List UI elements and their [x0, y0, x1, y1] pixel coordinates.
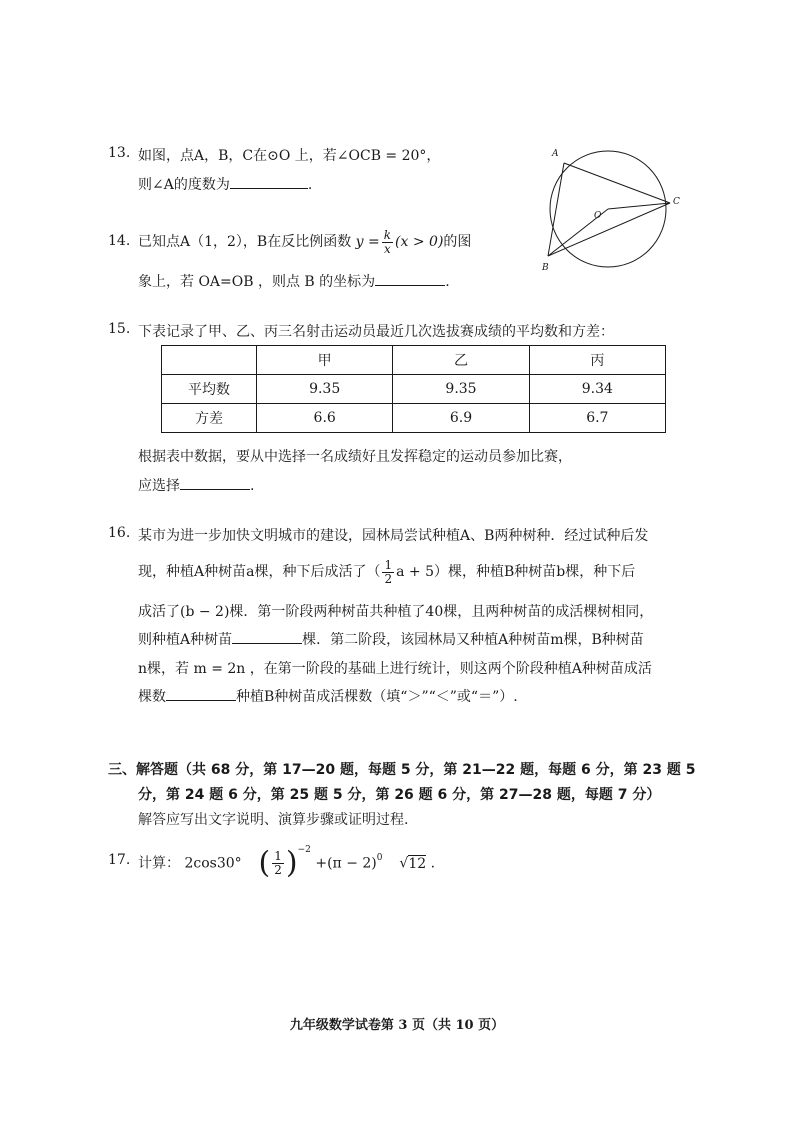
- q15-intro: 下表记录了甲、乙、丙三名射击运动员最近几次选拔赛成绩的平均数和方差：: [138, 324, 614, 340]
- figure-label-a: A: [552, 149, 559, 159]
- table-header-row: [162, 346, 666, 375]
- q16-line4-text-b: 棵．第二阶段，该园林局又种植A种树苗m棵，B种树苗: [302, 632, 644, 648]
- q14-frac-num: k: [383, 227, 392, 242]
- q17-exponent-2: 0: [376, 853, 383, 863]
- q17-frac-num: 1: [274, 849, 282, 864]
- table-row: [162, 375, 666, 404]
- q16-line2: [138, 554, 635, 590]
- q15-after-line2: [138, 475, 254, 495]
- q15-number: 15.: [108, 321, 131, 337]
- q14-line2-text: 象上，若 OA=OB ，则点 B 的坐标为: [138, 274, 376, 290]
- q15-after-end: .: [250, 478, 255, 494]
- q14-line2: [138, 271, 450, 291]
- q14-text-b: 的图: [443, 234, 472, 250]
- table-header-cell: 甲: [257, 346, 393, 375]
- q17-term1: 2cos30°: [184, 855, 242, 872]
- q13-line2-text: 则∠A的度数为: [138, 177, 230, 193]
- q16-line2-text-b: a + 5）棵，种植B种树苗b棵，种下后: [396, 564, 636, 580]
- q13-answer-blank: [230, 174, 308, 189]
- q16-line4-text-a: 则种植A种树苗: [138, 632, 233, 648]
- stats-table: [161, 345, 666, 433]
- table-cell: 9.34: [529, 375, 665, 404]
- q17-term3: +(π − 2): [315, 855, 377, 872]
- section3-heading-line2: 分，第 24 题 6 分，第 25 题 5 分，第 26 题 6 分，第 27—28 题，每题 7 分）: [138, 787, 661, 803]
- q17-label: 计算：: [138, 855, 180, 872]
- q16-fraction: [382, 559, 394, 586]
- table-cell: 6.7: [529, 404, 665, 433]
- q13-line1: 如图，点A，B，C在⊙O 上，若∠OCB = 20°，: [138, 148, 441, 164]
- q16-answer-blank-2: [166, 686, 236, 701]
- q13-line2-end: .: [307, 177, 313, 193]
- table-header-cell: 乙: [393, 346, 529, 375]
- section3-instruction: 解答应写出文字说明、演算步骤或证明过程.: [138, 812, 409, 828]
- q16-frac-num: 1: [384, 557, 393, 572]
- q16-line1: 某市为进一步加快文明城市的建设，园林局尝试种植A、B两种树种．经过试种后发: [138, 528, 649, 544]
- table-header-cell: [162, 346, 257, 375]
- q14-frac-den: x: [384, 241, 391, 256]
- q17-expression: [138, 836, 435, 884]
- table-header-cell: 丙: [529, 346, 665, 375]
- q14-condition: (x > 0): [395, 234, 444, 250]
- table-cell: 方差: [162, 404, 257, 433]
- figure-label-b: B: [542, 263, 549, 273]
- q13-line2: [138, 174, 312, 194]
- figure-label-c: C: [673, 197, 680, 207]
- section3-heading-line1: 三、解答题（共 68 分，第 17—20 题，每题 5 分，第 21—22 题，每题 6 分，第 23 题 5: [108, 762, 696, 778]
- table-cell: 6.9: [393, 404, 529, 433]
- q15-answer-blank: [180, 475, 250, 490]
- q14-number: 14.: [108, 233, 131, 249]
- q16-frac-den: 2: [384, 571, 393, 586]
- q17-fraction: [272, 850, 284, 877]
- q15-after-line1: 根据表中数据，要从中选择一名成绩好且发挥稳定的运动员参加比赛，: [138, 449, 572, 465]
- table-cell: 9.35: [393, 375, 529, 404]
- table-cell: 9.35: [257, 375, 393, 404]
- page-footer: 九年级数学试卷第 3 页（共 10 页）: [289, 1018, 505, 1033]
- q14-func-y: y =: [355, 234, 380, 250]
- q16-line6-text-b: 种植B种树苗成活棵数（填“＞”“＜”或“＝”）.: [236, 689, 518, 705]
- q17-number: 17.: [108, 852, 131, 868]
- q16-line6-text-a: 棵数: [138, 689, 166, 705]
- q17-radicand: 12: [408, 855, 427, 872]
- q16-answer-blank-1: [232, 629, 302, 644]
- q16-line4: [138, 629, 644, 649]
- q17-left-paren: (: [258, 845, 271, 881]
- q17-end: .: [430, 855, 436, 872]
- q14-answer-blank: [375, 271, 445, 286]
- q14-text-a: 已知点A（1，2），B在反比例函数: [138, 234, 352, 250]
- q15-after-text: 应选择: [138, 478, 180, 494]
- q16-number: 16.: [108, 525, 131, 541]
- q17-exponent-1: −2: [297, 845, 311, 855]
- q16-line6: [138, 686, 518, 706]
- q16-line5: n棵，若 m = 2n ，在第一阶段的基础上进行统计，则这两个阶段种植A种树苗成活: [138, 661, 652, 677]
- q16-line2-text-a: 现，种植A种树苗a棵，种下后成活了（: [138, 564, 381, 580]
- q17-frac-den: 2: [274, 863, 282, 878]
- table-cell: 平均数: [162, 375, 257, 404]
- q16-line3: 成活了(b − 2)棵．第一阶段两种树苗共种植了40棵，且两种树苗的成活棵树相同，: [138, 604, 654, 620]
- q14-fraction: [382, 229, 393, 256]
- table-cell: 6.6: [257, 404, 393, 433]
- circle-figure: [522, 142, 694, 274]
- q14-line1: [138, 224, 471, 260]
- q13-number: 13.: [108, 145, 131, 161]
- q17-right-paren: ): [285, 845, 298, 881]
- q14-line2-end: .: [445, 274, 450, 290]
- q17-sqrt-sign: √: [399, 855, 409, 872]
- table-row: [162, 404, 666, 433]
- figure-label-o: O: [594, 211, 602, 221]
